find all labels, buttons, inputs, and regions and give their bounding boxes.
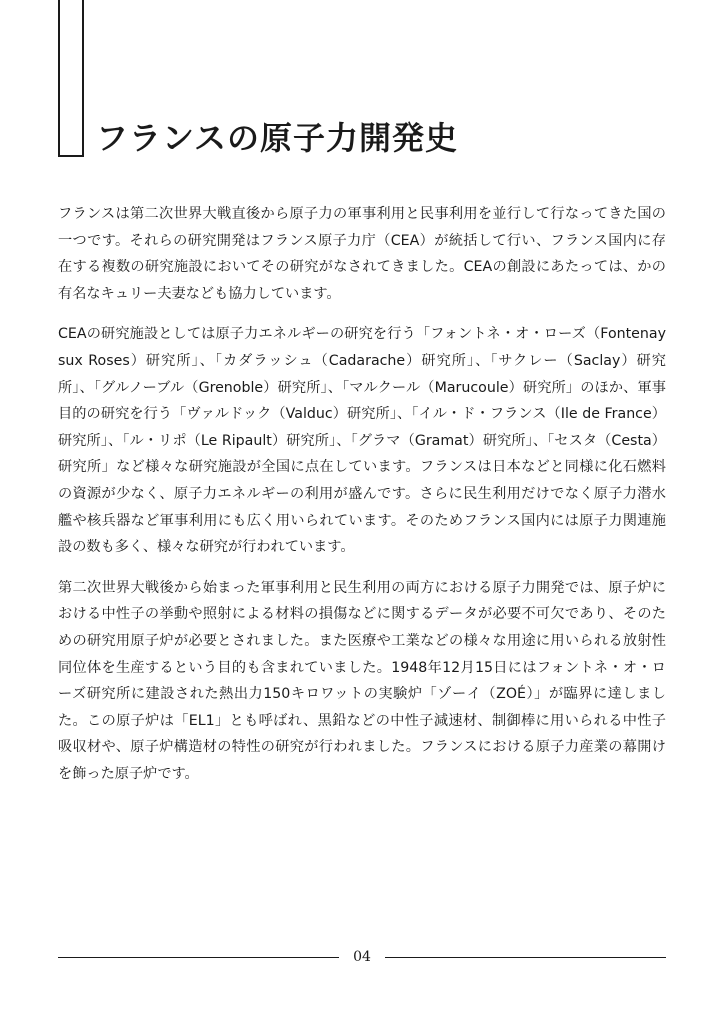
footer-rule-right [385, 957, 666, 958]
paragraph-history: 第二次世界大戦後から始まった軍事利用と民生利用の両方における原子力開発では、原子炉における中性子の挙動や照射による材料の損傷などに関するデータが必要不可欠であり、そのための研究用原子炉が必要とされました。また医療や工業などの様々な用途に用いられる放射性同位体を生産するという目的も含まれていました。1948年12月15日にはフォントネ・オ・ローズ研究所に建設された熱出力150キロワットの実験炉「ゾーイ（ZOÉ）」が臨界に達しました。この原子炉は「EL1」とも呼ばれ、黒鉛などの中性子減速材、制御棒に用いられる中性子吸収材や、原子炉構造材の特性の研究が行われました。フランスにおける原子力産業の幕開けを飾った原子炉です。 [58, 579, 666, 782]
body-text [58, 201, 666, 801]
paragraph-facilities: CEAの研究施設としては原子力エネルギーの研究を行う「フォントネ・オ・ローズ（Fontenay sux Roses）研究所」、「カダラッシュ（Cadarache）研究所」、「サクレー（Saclay）研究所」、「グルノーブル（Grenoble）研究所」、「マルクール（Marucoule）研究所」のほか、軍事目的の研究を行う「ヴァルドック（Valduc）研究所」、「イル・ド・フランス（Ile de France）研究所」、「ル・リポ（Le Ripault）研究所」、「グラマ（Gramat）研究所」、「セスタ（Cesta）研究所」など様々な研究施設が全国に点在しています。フランスは日本などと同様に化石燃料の資源が少なく、原子力エネルギーの利用が盛んです。さらに民生利用だけでなく原子力潜水艦や核兵器など軍事利用にも広く用いられています。そのためフランス国内には原子力関連施設の数も多く、様々な研究が行われています。 [58, 326, 666, 556]
footer-rule-left [58, 957, 339, 958]
page-footer [58, 948, 666, 966]
title-bracket-decoration [58, 0, 84, 157]
page-title: フランスの原子力開発史 [96, 119, 459, 157]
page-number: 04 [353, 949, 371, 965]
paragraph-intro: フランスは第二次世界大戦直後から原子力の軍事利用と民事利用を並行して行なってきた国の一つです。それらの研究開発はフランス原子力庁（CEA）が統括して行い、フランス国内に存在する複数の研究施設においてその研究がなされてきました。CEAの創設にあたっては、かの有名なキュリー夫妻なども協力しています。 [58, 206, 666, 302]
